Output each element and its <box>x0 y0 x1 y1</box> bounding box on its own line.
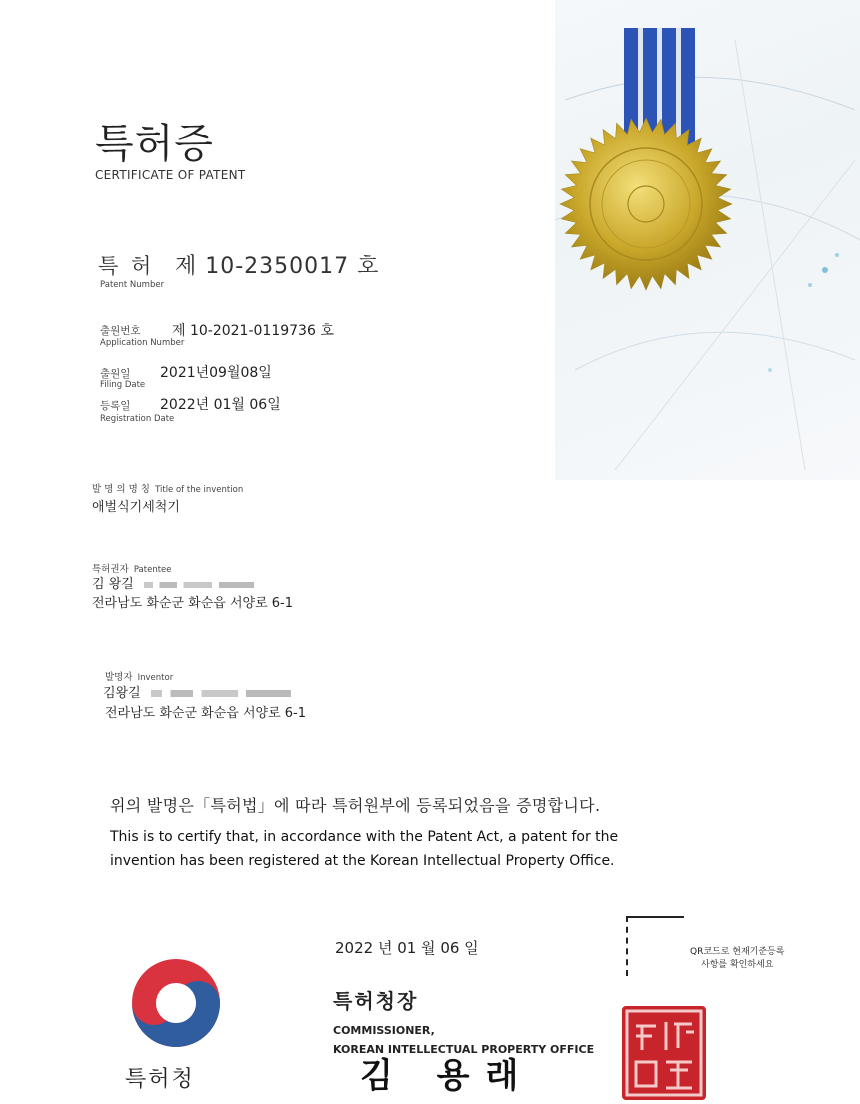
certificate-title-en: CERTIFICATE OF PATENT <box>95 168 246 182</box>
patentee-address: 전라남도 화순군 화순읍 서양로 6-1 <box>92 596 294 611</box>
gold-seal-icon <box>558 116 734 292</box>
inventor-address: 전라남도 화순군 화순읍 서양로 6-1 <box>105 706 307 721</box>
seal-pattern-icon <box>622 1006 706 1100</box>
filing-date-label: 출원일 <box>100 368 131 380</box>
registration-date-label: 등록일 <box>100 400 131 412</box>
certification-statement-en <box>110 825 710 873</box>
qr-note-line: QR코드로 현재기준등록 <box>690 947 785 957</box>
redacted-id <box>144 582 254 588</box>
patent-number-label-en: Patent Number <box>100 280 165 290</box>
issue-date: 2022 년 01 월 06 일 <box>335 939 479 957</box>
invention-title: 애벌식기세척기 <box>92 500 180 515</box>
commissioner-title-en-line: KOREAN INTELLECTUAL PROPERTY OFFICE <box>333 1043 595 1056</box>
commissioner-title-en-line: COMMISSIONER, <box>333 1024 435 1037</box>
certificate-title: 특허증 <box>95 121 214 167</box>
certification-statement-en-line: invention has been registered at the Korean Intellectual Property Office. <box>110 853 615 869</box>
patentee-name-row <box>92 573 254 592</box>
redacted-id <box>151 690 291 697</box>
application-number-label-en: Application Number <box>100 338 185 348</box>
certification-statement-ko: 위의 발명은「특허법」에 따라 특허원부에 등록되었음을 증명합니다. <box>110 796 601 815</box>
patentee-label-en: Patentee <box>133 565 172 575</box>
inventor-name: 김왕길 <box>103 686 141 701</box>
invention-title-label: 발 명 의 명 칭 <box>92 484 150 495</box>
inventor-name-row <box>103 682 291 701</box>
registration-date-label-en: Registration Date <box>100 414 175 424</box>
application-number-value: 제 10-2021-0119736 호 <box>172 323 334 339</box>
official-seal-stamp <box>622 1006 706 1100</box>
certification-statement-en-line: This is to certify that, in accordance with the Patent Act, a patent for the <box>110 829 619 845</box>
invention-title-label-row <box>92 477 243 496</box>
filing-date-label-en: Filing Date <box>100 380 146 390</box>
qr-code-placeholder <box>626 916 684 976</box>
patent-number-label: 특 허 <box>98 254 155 278</box>
commissioner-title: 특허청장 <box>333 989 419 1013</box>
patentee-label: 특허권자 <box>92 564 129 575</box>
application-number-label: 출원번호 <box>100 325 141 337</box>
agency-logo-label: 특허청 <box>125 1067 195 1092</box>
patentee-name: 김 왕길 <box>92 577 134 592</box>
patent-number-value: 제 10-2350017 호 <box>175 254 380 279</box>
qr-note-line: 사항를 확인하세요 <box>701 960 774 970</box>
filing-date-value: 2021년09월08일 <box>160 365 272 381</box>
qr-note <box>690 946 784 972</box>
kipo-logo-icon <box>128 955 224 1051</box>
registration-date-value: 2022년 01월 06일 <box>160 397 281 413</box>
inventor-label: 발명자 <box>105 672 133 683</box>
inventor-label-en: Inventor <box>137 673 174 683</box>
invention-title-label-en: Title of the invention <box>155 485 244 495</box>
commissioner-signature: 김 용래 <box>360 1056 535 1096</box>
